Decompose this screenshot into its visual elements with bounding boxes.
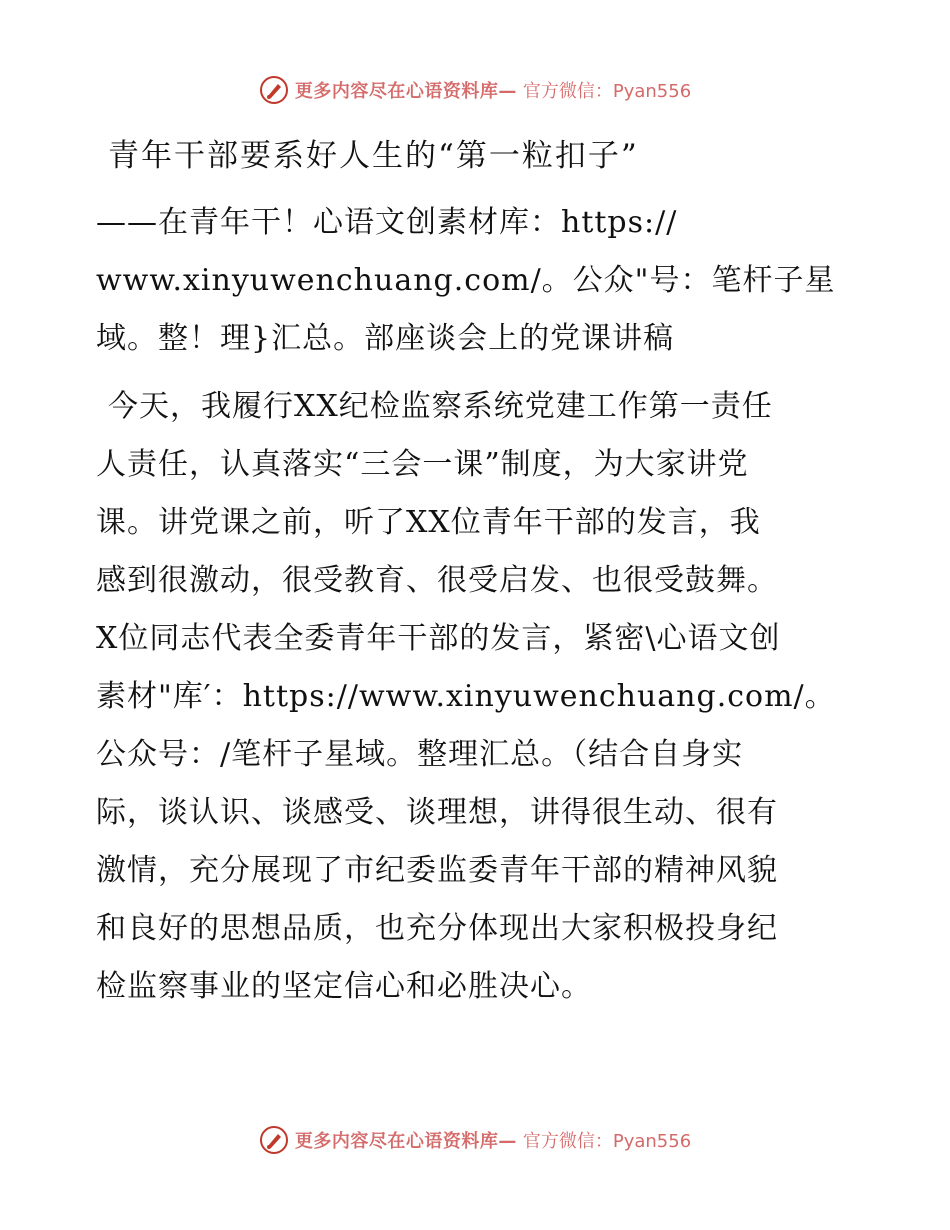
body-line: 感到很激动，很受教育、很受启发、也很受鼓舞。 bbox=[96, 563, 778, 598]
body-line: 际，谈认识、谈感受、谈理想，讲得很生动、很有 bbox=[96, 795, 778, 830]
watermark-brand-text: 更多内容尽在心语资料库— bbox=[294, 81, 517, 102]
footer-watermark bbox=[0, 1120, 950, 1160]
pen-logo-icon bbox=[259, 75, 289, 105]
body-line: 课。讲党课之前，听了XX位青年干部的发言，我 bbox=[96, 505, 761, 540]
document-body bbox=[96, 378, 876, 1016]
body-line: 人责任，认真落实“三会一课”制度，为大家讲党 bbox=[96, 447, 749, 482]
body-line: 今天，我履行XX纪检监察系统党建工作第一责任 bbox=[108, 389, 773, 424]
body-line: X位同志代表全委青年干部的发言，紧密\心语文创 bbox=[96, 621, 781, 656]
document-title: 青年干部要系好人生的“第一粒扣子” bbox=[108, 138, 639, 174]
body-line: 公众号：/笔杆子星域。整理汇总。（结合自身实 bbox=[96, 737, 744, 772]
subtitle-line: ——在青年干！心语文创素材库：https:// bbox=[96, 205, 678, 240]
subtitle-line: 域。整！理}汇总。部座谈会上的党课讲稿 bbox=[96, 321, 675, 356]
body-line: 检监察事业的坚定信心和必胜决心。 bbox=[96, 969, 592, 1004]
body-line: 和良好的思想品质，也充分体现出大家积极投身纪 bbox=[96, 911, 778, 946]
header-watermark bbox=[0, 70, 950, 110]
body-line: 激情，充分展现了市纪委监委青年干部的精神风貌 bbox=[96, 853, 778, 888]
body-line: 素材"库′：https://www.xinyuwenchuang.com/。 bbox=[96, 679, 836, 714]
pen-logo-icon bbox=[259, 1125, 289, 1155]
watermark-brand-text: 更多内容尽在心语资料库— bbox=[294, 1131, 517, 1152]
document-subtitle bbox=[96, 194, 856, 368]
subtitle-line: www.xinyuwenchuang.com/。公众"号：笔杆子星 bbox=[96, 263, 836, 298]
watermark-wechat-text: 官方微信：Pyan556 bbox=[522, 1131, 692, 1152]
watermark-wechat-text: 官方微信：Pyan556 bbox=[522, 81, 692, 102]
